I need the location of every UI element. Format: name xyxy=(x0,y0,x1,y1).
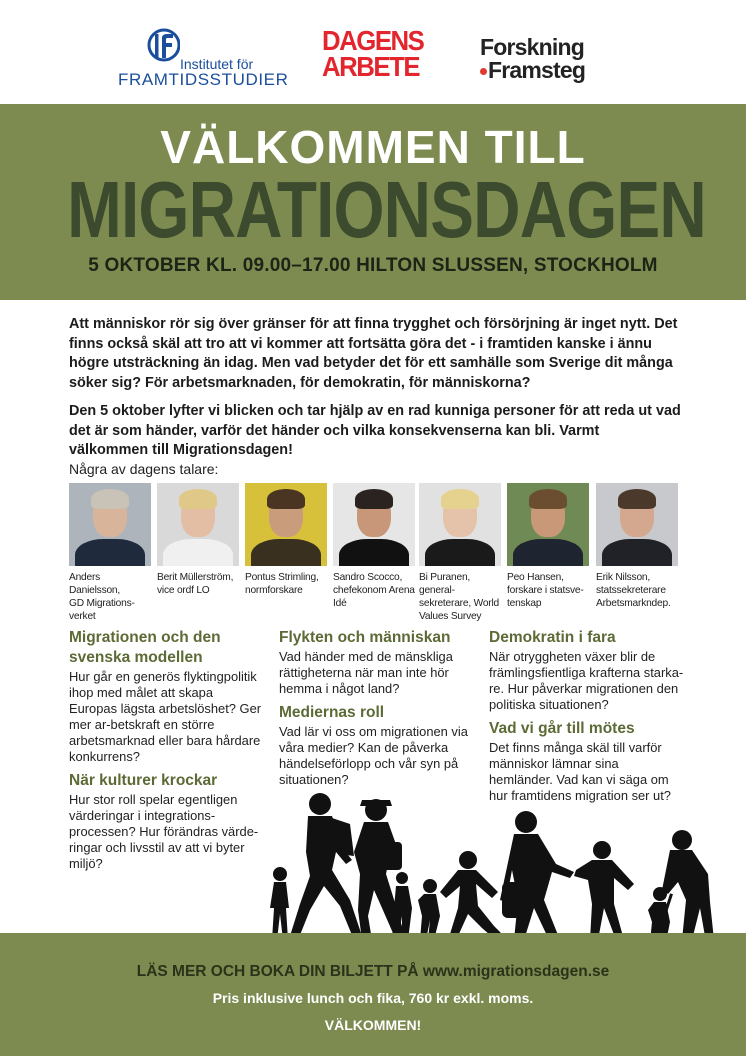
forskning-framsteg-line1: Forskning xyxy=(480,34,584,60)
intro-paragraph-1: Att människor rör sig över gränser för att finna trygghet och försörjning är inget nytt. Det finns också skäl att tro att vi kommer att fortsätta göra det - i framtiden kanske i ännu högre utsträckning än idag. Men vad betyder det för ett samhälle som Sverige dit många söker sig? För arbetsmarknaden, för demokratin, för människorna? xyxy=(69,316,678,391)
speaker-photo xyxy=(157,483,239,566)
iff-logo xyxy=(118,26,288,88)
event-date-location: 5 OKTOBER KL. 09.00–17.00 HILTON SLUSSEN, STOCKHOLM xyxy=(88,255,658,276)
speaker-caption: Pontus Strimling, normforskare xyxy=(245,572,319,596)
walking-people-silhouette-icon xyxy=(262,790,722,950)
speaker-card xyxy=(245,483,329,597)
topic-text: Det finns många skäl till varför människor lämnar sina hemländer. Vad kan vi säga om hur framtidens migration ser ut? xyxy=(489,740,671,803)
header-banner xyxy=(0,104,746,300)
iff-name-line1: Institutet för xyxy=(180,56,254,72)
iff-mark-icon xyxy=(146,28,180,64)
topic-text: Hur går en generös flyktingpolitik ihop med målet att skapa Europas lägsta arbetslöshet? Ger mer ar-betskraft en större arbetsmarknad eller bara hårdare konkurrens? xyxy=(69,669,262,764)
topic-text: Vad lär vi oss om migrationen via våra medier? Kan de påverka händelseförlopp och vår syn på situationen? xyxy=(279,724,468,787)
speaker-caption: Sandro Scocco, chefekonom Arena Idé xyxy=(333,572,415,609)
iff-name-line2: FRAMTIDSSTUDIER xyxy=(118,70,289,89)
topic-block xyxy=(69,628,263,765)
ampersand-dot-icon xyxy=(480,68,487,75)
speaker-card xyxy=(596,483,680,610)
price-info: Pris inklusive lunch och fika, 760 kr exkl. moms. xyxy=(212,990,534,1006)
topic-column-2 xyxy=(279,628,475,794)
topic-title: Migrationen och den svenska modellen xyxy=(69,629,221,666)
intro-paragraph-2: Den 5 oktober lyfter vi blicken och tar hjälp av en rad kunniga personer för att reda ut vad det är som händer, varför det händer och vilka konsekvenserna kan bli. Varmt välkommen till Migrationsdagen! xyxy=(69,403,681,458)
speaker-caption: Berit Müllerström, vice ordf LO xyxy=(157,572,234,596)
forskning-framsteg-line2: Framsteg xyxy=(488,57,586,83)
topic-block xyxy=(489,628,685,713)
logo-row xyxy=(0,0,746,104)
topic-title: Vad vi går till mötes xyxy=(489,720,635,737)
topic-title: Flykten och människan xyxy=(279,629,451,646)
topic-block xyxy=(279,703,475,788)
topic-text: Hur stor roll spelar egentligen värderingar i integrations-processen? Hur förändras värde-ringar och livsstil av att vi byter miljö? xyxy=(69,792,259,871)
topic-column-3 xyxy=(489,628,685,810)
footer-banner xyxy=(0,933,746,1056)
speaker-photo xyxy=(245,483,327,566)
topic-title: Mediernas roll xyxy=(279,704,385,721)
speaker-card xyxy=(69,483,153,623)
topic-block xyxy=(69,771,263,872)
dagens-arbete-line1: DAGENS xyxy=(322,25,424,56)
speaker-photo xyxy=(69,483,151,566)
topic-text: När otryggheten växer blir de främlingsfientliga krafterna starka-re. Hur påverkar migrationen den politiska situationen? xyxy=(489,649,684,712)
topic-text: Vad händer med de mänskliga rättigheterna när man inte hör hemma i något land? xyxy=(279,649,453,696)
topic-title: När kulturer krockar xyxy=(69,772,218,789)
speaker-card xyxy=(157,483,241,597)
speaker-card xyxy=(419,483,503,623)
dagens-arbete-line2: ARBETE xyxy=(322,51,420,82)
booking-link-text[interactable]: LÄS MER OCH BOKA DIN BILJETT PÅ www.migrationsdagen.se xyxy=(136,963,610,980)
dagens-arbete-logo xyxy=(322,25,434,82)
speaker-photo xyxy=(419,483,501,566)
speaker-photo xyxy=(507,483,589,566)
speakers-label: Några av dagens talare: xyxy=(69,461,219,477)
speaker-caption: Bi Puranen, general- sekreterare, World Values Survey xyxy=(419,572,500,622)
speaker-card xyxy=(507,483,591,610)
topic-title: Demokratin i fara xyxy=(489,629,616,646)
speaker-caption: Peo Hansen, forskare i statsve- tenskap xyxy=(507,572,584,609)
speaker-photo xyxy=(333,483,415,566)
forskning-framsteg-logo xyxy=(480,36,610,82)
welcome-heading: VÄLKOMMEN TILL xyxy=(160,121,586,173)
forskning-framsteg-line2-wrap xyxy=(480,59,610,82)
topic-column-1 xyxy=(69,628,263,878)
speaker-caption: Anders Danielsson, GD Migrations- verket xyxy=(69,572,135,622)
event-name-heading: MIGRATIONSDAGEN xyxy=(67,165,706,254)
speaker-photo xyxy=(596,483,678,566)
welcome-closing: VÄLKOMMEN! xyxy=(324,1017,422,1033)
speaker-card xyxy=(333,483,417,610)
intro-text xyxy=(69,315,681,470)
topic-block xyxy=(279,628,475,697)
speaker-caption: Erik Nilsson, statssekreterare Arbetsmarkndep. xyxy=(596,572,671,609)
